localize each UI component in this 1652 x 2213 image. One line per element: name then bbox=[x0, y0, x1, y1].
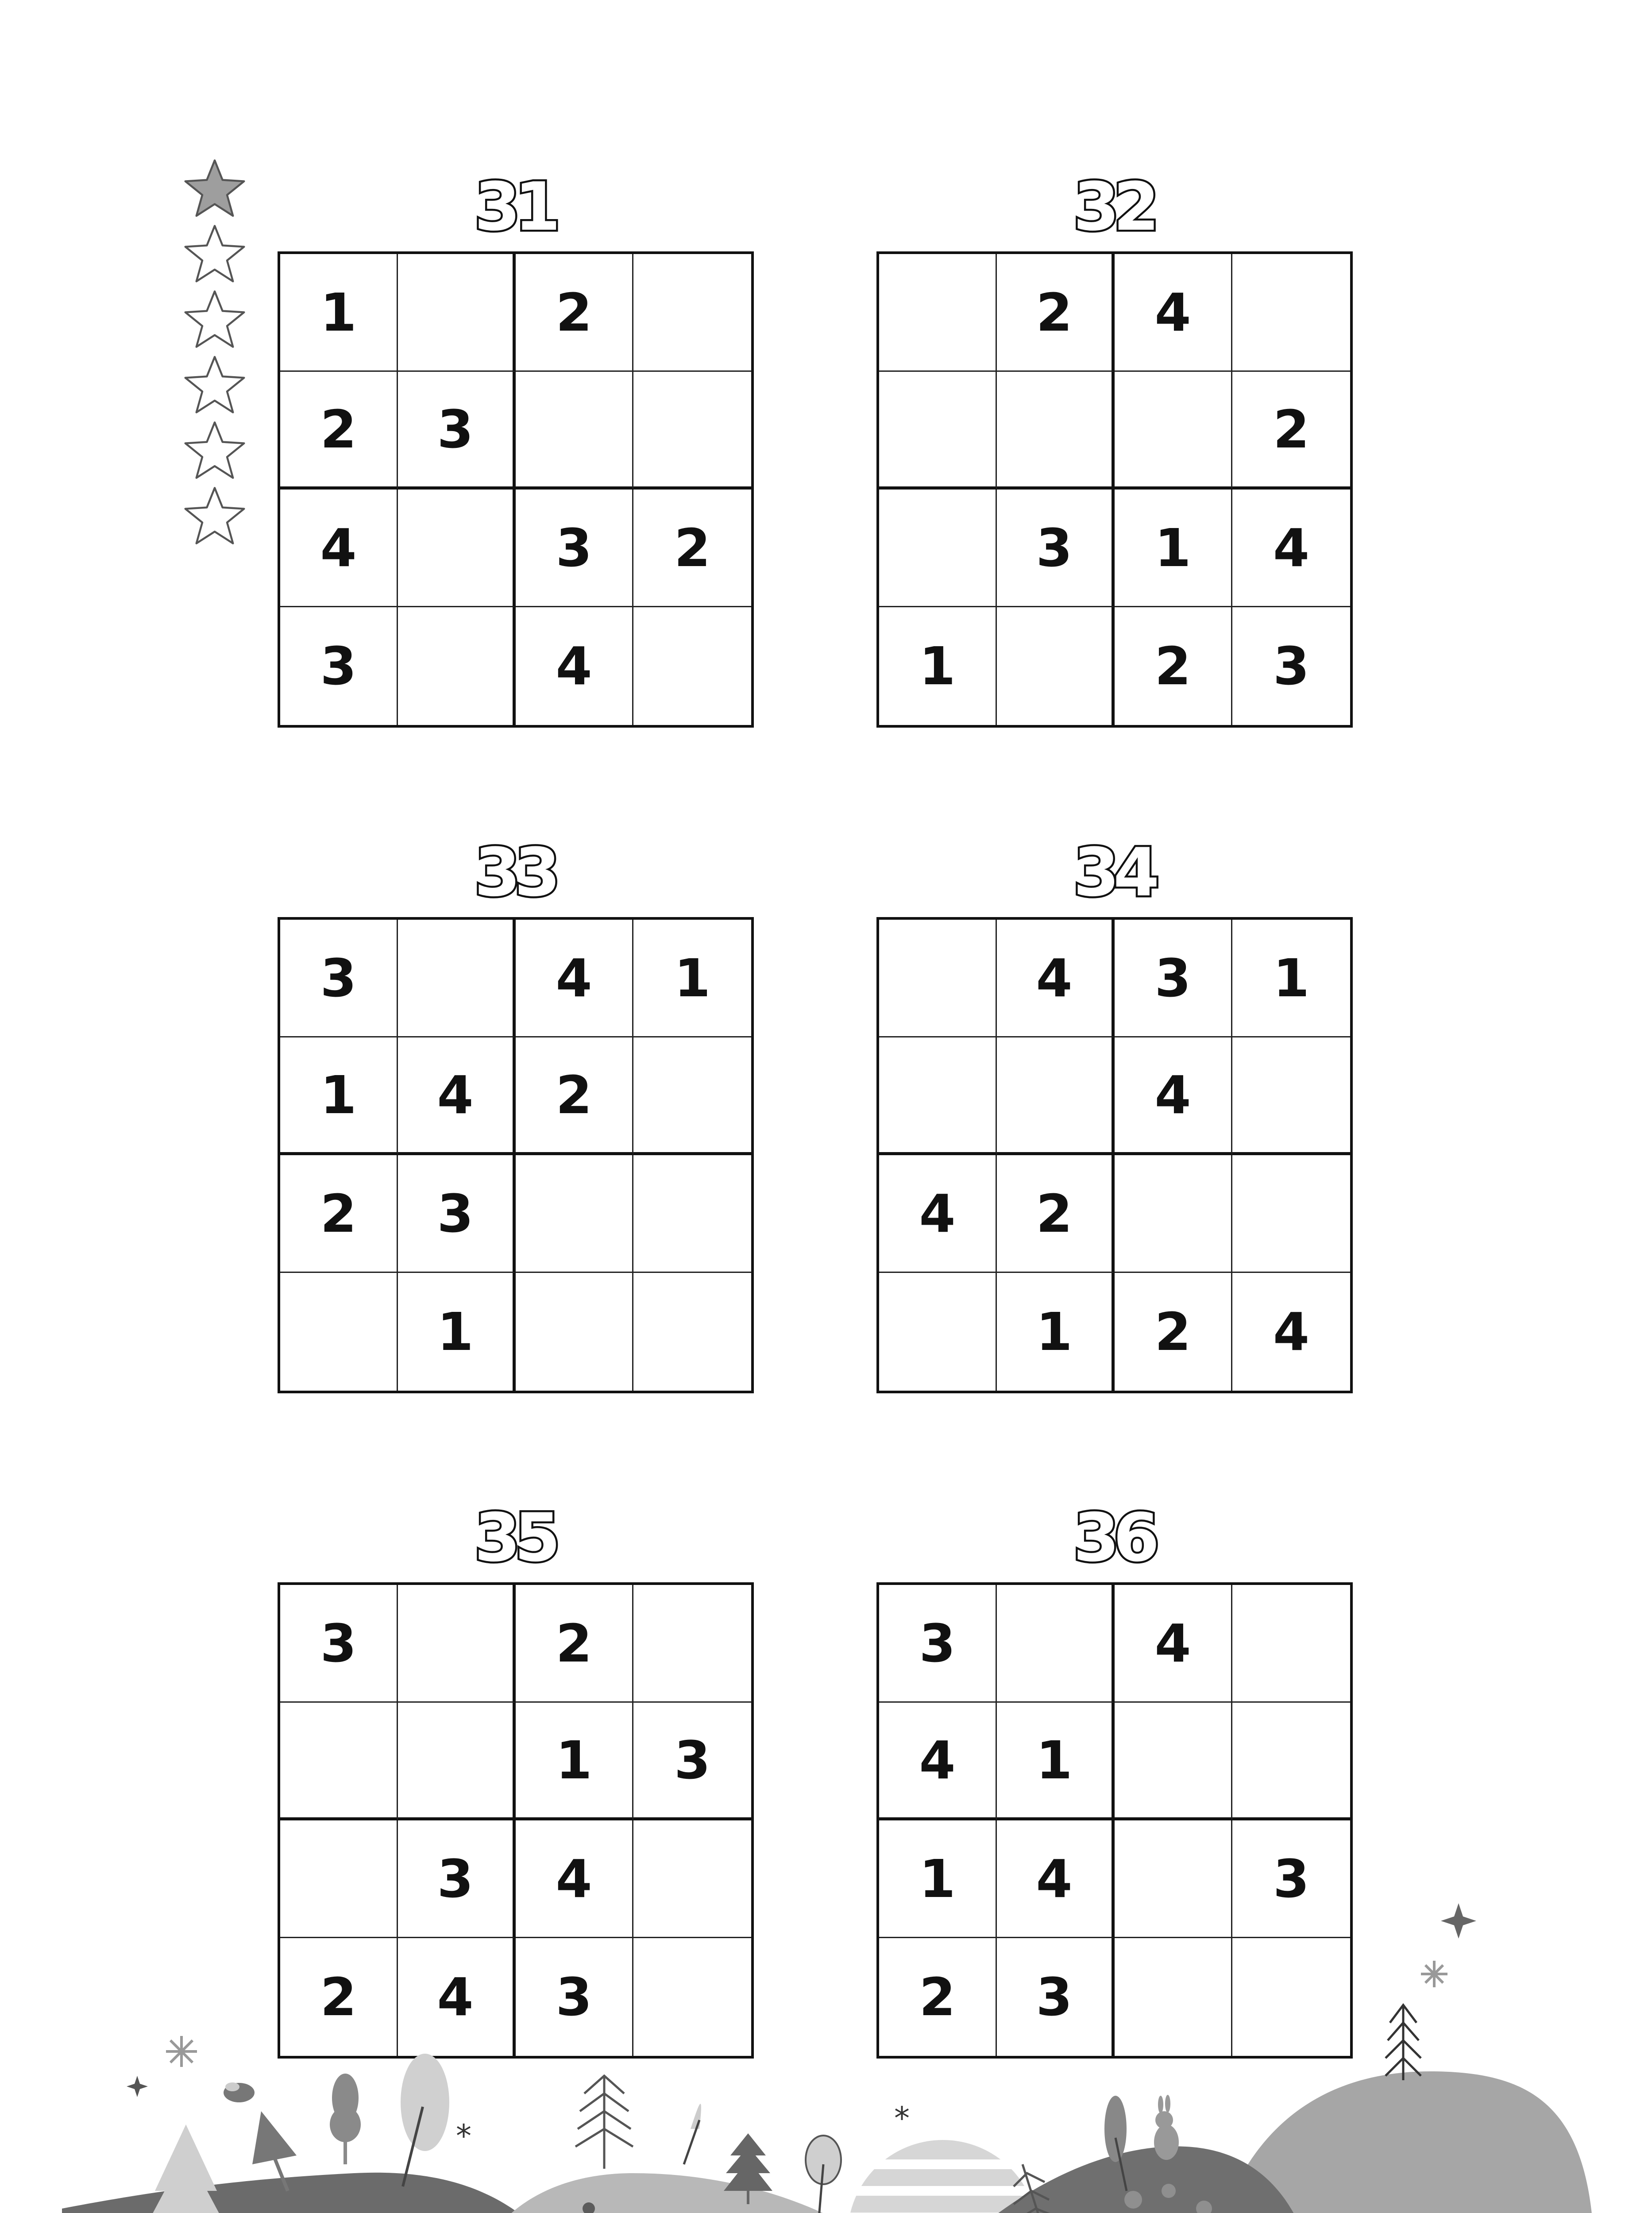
grid-cell[interactable]: 2 bbox=[280, 1155, 398, 1273]
grid-cell[interactable] bbox=[1115, 1703, 1232, 1820]
grid-cell[interactable]: 3 bbox=[398, 1155, 516, 1273]
grid-cell[interactable]: 3 bbox=[398, 372, 516, 490]
grid-cell[interactable]: 2 bbox=[516, 1037, 633, 1155]
puzzle-number: 34 bbox=[1073, 834, 1154, 911]
tree-icon bbox=[330, 2074, 361, 2164]
grid-cell[interactable] bbox=[1232, 1585, 1350, 1703]
star-filled-icon bbox=[181, 157, 248, 219]
grid-cell[interactable] bbox=[997, 372, 1115, 490]
grid-cell[interactable] bbox=[1115, 372, 1232, 490]
grid-cell[interactable] bbox=[1232, 1155, 1350, 1273]
sudoku-grid bbox=[278, 917, 754, 1393]
puzzle-number: 33 bbox=[474, 834, 555, 911]
grid-cell[interactable] bbox=[398, 1585, 516, 1703]
grid-cell[interactable]: 4 bbox=[1115, 1037, 1232, 1155]
grid-cell[interactable] bbox=[879, 1273, 997, 1391]
grid-cell[interactable]: 4 bbox=[1115, 1585, 1232, 1703]
grid-cell[interactable] bbox=[633, 1585, 751, 1703]
grid-cell[interactable]: 4 bbox=[1115, 254, 1232, 372]
tree-icon bbox=[806, 2136, 841, 2213]
grid-cell[interactable] bbox=[633, 1037, 751, 1155]
grid-cell[interactable]: 1 bbox=[879, 607, 997, 725]
grid-cell[interactable]: 3 bbox=[280, 607, 398, 725]
grid-cell[interactable] bbox=[1115, 1155, 1232, 1273]
puzzle-number: 36 bbox=[1073, 1500, 1154, 1577]
grid-cell[interactable] bbox=[879, 254, 997, 372]
grid-cell[interactable]: 1 bbox=[280, 1037, 398, 1155]
grid-cell[interactable]: 4 bbox=[398, 1938, 516, 2056]
grid-cell[interactable]: 1 bbox=[633, 920, 751, 1037]
sparkle-icon bbox=[1441, 1903, 1476, 1939]
grid-cell[interactable]: 1 bbox=[280, 254, 398, 372]
grid-cell[interactable]: 4 bbox=[280, 490, 398, 607]
tree-icon bbox=[151, 2124, 221, 2213]
grid-cell[interactable]: 3 bbox=[516, 1938, 633, 2056]
grid-cell[interactable]: 1 bbox=[1115, 490, 1232, 607]
grid-cell[interactable]: 4 bbox=[398, 1037, 516, 1155]
sparkle-icon bbox=[127, 2076, 148, 2097]
grid-cell[interactable]: 2 bbox=[1232, 372, 1350, 490]
grid-cell[interactable]: 2 bbox=[516, 254, 633, 372]
grid-cell[interactable]: 2 bbox=[516, 1585, 633, 1703]
grid-cell[interactable]: 3 bbox=[280, 920, 398, 1037]
grid-cell[interactable] bbox=[398, 1703, 516, 1820]
grid-cell[interactable]: 3 bbox=[879, 1585, 997, 1703]
grid-cell[interactable]: 4 bbox=[879, 1703, 997, 1820]
pine-tree-icon bbox=[575, 2076, 633, 2169]
sudoku-grid bbox=[876, 917, 1353, 1393]
grid-cell[interactable] bbox=[398, 490, 516, 607]
grid-cell[interactable] bbox=[997, 1037, 1115, 1155]
grid-cell[interactable]: 3 bbox=[516, 490, 633, 607]
grid-cell[interactable] bbox=[280, 1703, 398, 1820]
star-empty-icon bbox=[181, 223, 248, 285]
grid-cell[interactable]: 3 bbox=[280, 1585, 398, 1703]
grid-cell[interactable]: 2 bbox=[280, 1938, 398, 2056]
grid-cell[interactable]: 3 bbox=[997, 490, 1115, 607]
grid-cell[interactable]: 2 bbox=[633, 490, 751, 607]
grid-cell[interactable]: 4 bbox=[997, 1820, 1115, 1938]
tree-icon bbox=[684, 2104, 701, 2164]
grid-cell[interactable]: 3 bbox=[1232, 1820, 1350, 1938]
grid-cell[interactable]: 3 bbox=[997, 1938, 1115, 2056]
grid-cell[interactable]: 3 bbox=[633, 1703, 751, 1820]
bee-icon bbox=[224, 2082, 255, 2102]
grid-cell[interactable]: 2 bbox=[280, 372, 398, 490]
puzzle-number: 32 bbox=[1073, 169, 1154, 246]
grid-cell[interactable] bbox=[398, 920, 516, 1037]
grid-cell[interactable] bbox=[633, 372, 751, 490]
star-empty-icon bbox=[181, 288, 248, 350]
difficulty-rating bbox=[181, 157, 252, 550]
puzzle-number: 35 bbox=[474, 1500, 555, 1577]
grid-cell[interactable]: 1 bbox=[997, 1273, 1115, 1391]
grid-cell[interactable]: 4 bbox=[1232, 490, 1350, 607]
grid-cell[interactable] bbox=[280, 1273, 398, 1391]
grid-cell[interactable] bbox=[1232, 1703, 1350, 1820]
grid-cell[interactable] bbox=[633, 1155, 751, 1273]
grid-cell[interactable] bbox=[879, 1037, 997, 1155]
rabbit-icon bbox=[1154, 2095, 1179, 2160]
grid-cell[interactable]: 4 bbox=[516, 607, 633, 725]
grid-cell[interactable]: 4 bbox=[997, 920, 1115, 1037]
grid-cell[interactable] bbox=[516, 372, 633, 490]
landscape-illustration bbox=[0, 1881, 1652, 2213]
grid-cell[interactable] bbox=[879, 490, 997, 607]
grid-cell[interactable] bbox=[633, 254, 751, 372]
grid-cell[interactable] bbox=[879, 920, 997, 1037]
grid-cell[interactable]: 2 bbox=[997, 1155, 1115, 1273]
grid-cell[interactable]: 1 bbox=[997, 1703, 1115, 1820]
star-empty-icon bbox=[181, 354, 248, 416]
sudoku-grid bbox=[876, 251, 1353, 728]
grid-cell[interactable]: 1 bbox=[879, 1820, 997, 1938]
grid-cell[interactable] bbox=[398, 254, 516, 372]
grid-cell[interactable]: 2 bbox=[1115, 1273, 1232, 1391]
grid-cell[interactable]: 4 bbox=[879, 1155, 997, 1273]
puzzle-number: 31 bbox=[474, 169, 555, 246]
tree-icon bbox=[401, 2054, 449, 2186]
sparkle-icon bbox=[166, 1961, 1447, 2067]
hill-left bbox=[62, 2173, 575, 2213]
grid-cell[interactable]: 2 bbox=[997, 254, 1115, 372]
grid-cell[interactable]: 3 bbox=[1115, 920, 1232, 1037]
grid-cell[interactable] bbox=[997, 607, 1115, 725]
star-empty-icon bbox=[181, 485, 248, 547]
grid-cell[interactable] bbox=[633, 607, 751, 725]
grid-cell[interactable] bbox=[398, 607, 516, 725]
grid-cell[interactable]: 1 bbox=[516, 1703, 633, 1820]
grid-cell[interactable]: 1 bbox=[1232, 920, 1350, 1037]
pine-tree-icon bbox=[1386, 2005, 1421, 2080]
grid-cell[interactable] bbox=[879, 372, 997, 490]
grid-cell[interactable]: 4 bbox=[516, 1820, 633, 1938]
asterisk-icon: * bbox=[456, 2118, 471, 2154]
grid-cell[interactable] bbox=[516, 1155, 633, 1273]
grid-cell[interactable] bbox=[516, 1273, 633, 1391]
grid-cell[interactable]: 2 bbox=[1115, 607, 1232, 725]
grid-cell[interactable] bbox=[633, 1273, 751, 1391]
grid-cell[interactable] bbox=[997, 1585, 1115, 1703]
grid-cell[interactable]: 4 bbox=[1273, 1301, 1310, 1362]
grid-cell[interactable]: 2 bbox=[879, 1938, 997, 2056]
sudoku-grid bbox=[278, 251, 754, 728]
grid-cell[interactable] bbox=[1232, 254, 1350, 372]
grid-cell[interactable]: 3 bbox=[1273, 636, 1310, 697]
asterisk-icon: * bbox=[894, 2100, 910, 2136]
grid-cell[interactable]: 4 bbox=[516, 920, 633, 1037]
grid-cell[interactable] bbox=[1232, 1037, 1350, 1155]
star-empty-icon bbox=[181, 419, 248, 481]
grid-cell[interactable]: 3 bbox=[398, 1820, 516, 1938]
grid-cell[interactable]: 1 bbox=[398, 1273, 516, 1391]
